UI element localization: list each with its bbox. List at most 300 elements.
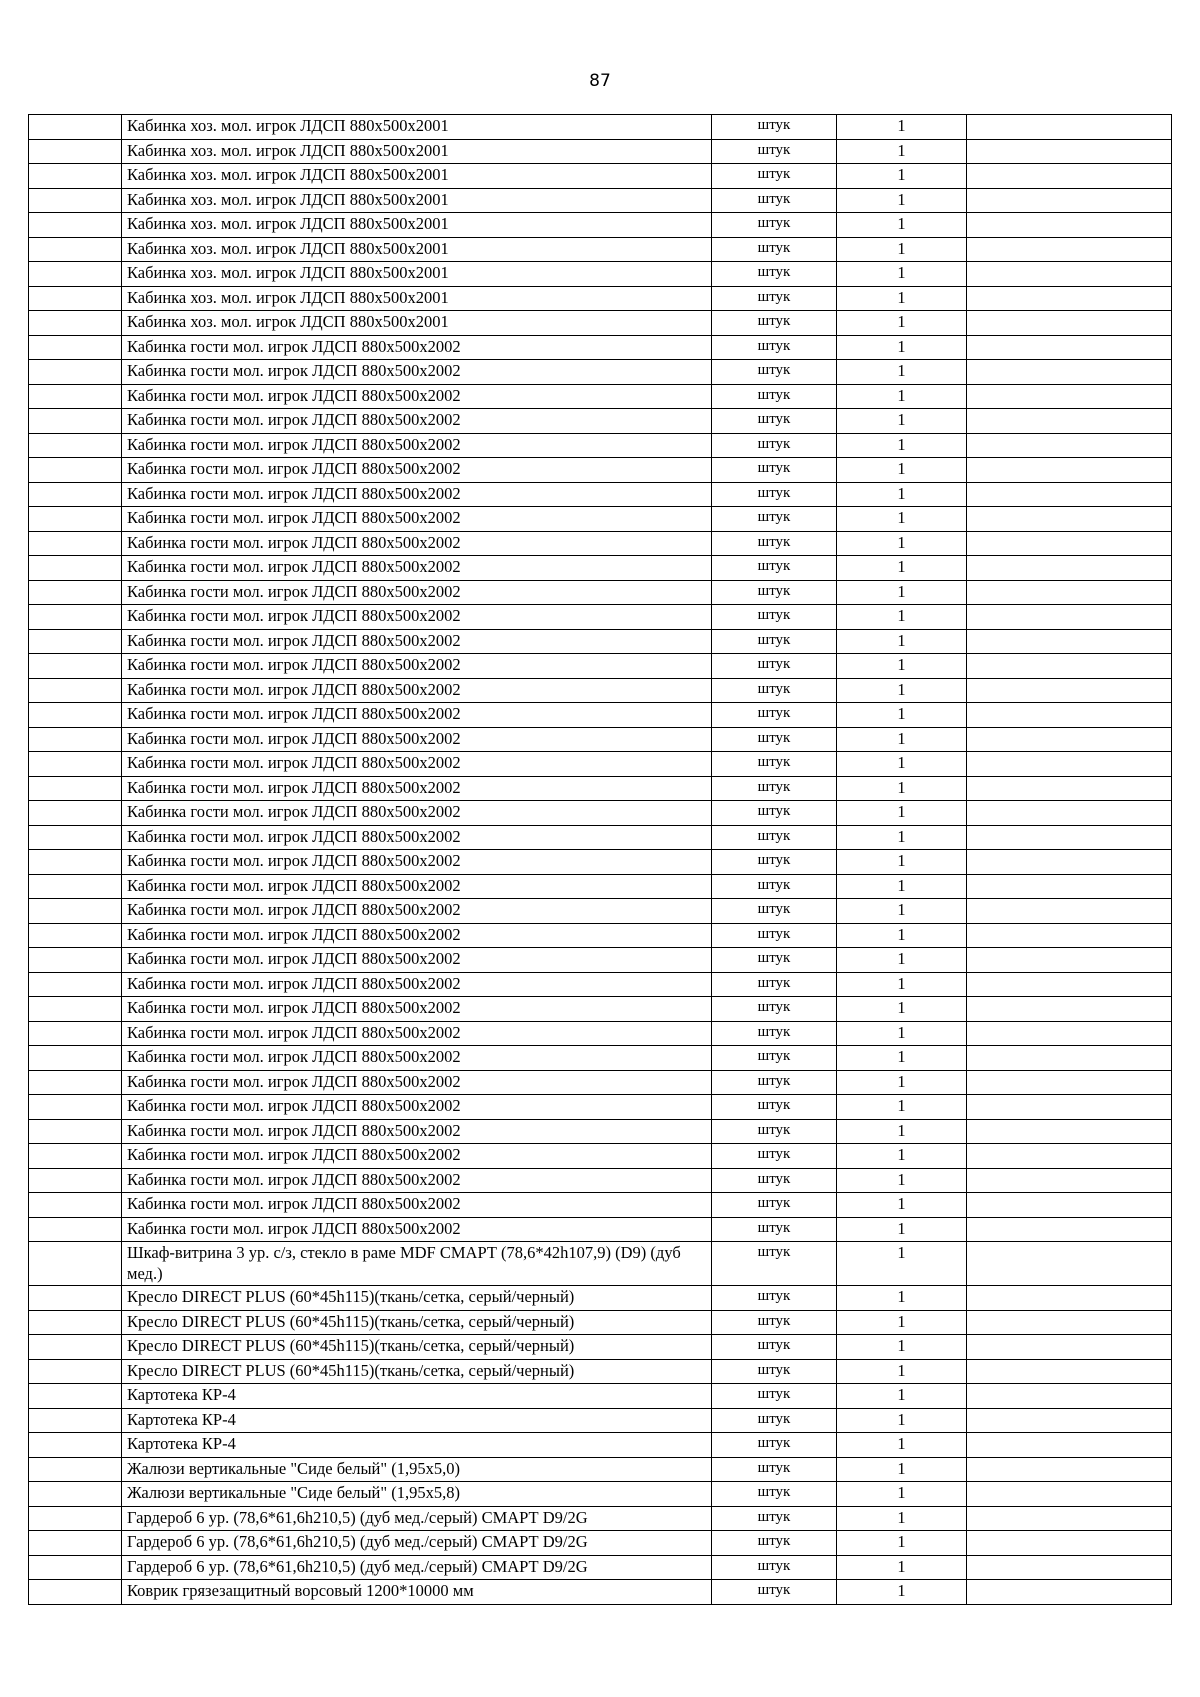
- unit-cell: штук: [712, 1217, 837, 1242]
- unit-cell: штук: [712, 1095, 837, 1120]
- item-name-cell: Кабинка гости мол. игрок ЛДСП 880х500х2002: [122, 850, 712, 875]
- unit-cell: штук: [712, 213, 837, 238]
- note-cell: [967, 1021, 1172, 1046]
- item-name-cell: Жалюзи вертикальные "Сиде белый" (1,95х5,8): [122, 1482, 712, 1507]
- quantity-cell: 1: [837, 1286, 967, 1311]
- item-name-cell: Кабинка гости мол. игрок ЛДСП 880х500х2002: [122, 972, 712, 997]
- row-number-cell: [29, 1408, 122, 1433]
- note-cell: [967, 1531, 1172, 1556]
- row-number-cell: [29, 629, 122, 654]
- unit-cell: штук: [712, 1531, 837, 1556]
- row-number-cell: [29, 213, 122, 238]
- unit-cell: штук: [712, 1359, 837, 1384]
- quantity-cell: 1: [837, 1310, 967, 1335]
- table-row: [29, 629, 1172, 654]
- table-row: [29, 1119, 1172, 1144]
- unit-cell: штук: [712, 850, 837, 875]
- unit-cell: штук: [712, 335, 837, 360]
- quantity-cell: 1: [837, 237, 967, 262]
- quantity-cell: 1: [837, 115, 967, 140]
- note-cell: [967, 899, 1172, 924]
- table-row: [29, 923, 1172, 948]
- quantity-cell: 1: [837, 531, 967, 556]
- unit-cell: штук: [712, 1286, 837, 1311]
- note-cell: [967, 825, 1172, 850]
- table-row: [29, 262, 1172, 287]
- page-number-text: 87: [589, 71, 611, 91]
- row-number-cell: [29, 899, 122, 924]
- note-cell: [967, 703, 1172, 728]
- item-name-cell: Кабинка гости мол. игрок ЛДСП 880х500х2002: [122, 874, 712, 899]
- quantity-cell: 1: [837, 409, 967, 434]
- quantity-cell: 1: [837, 1242, 967, 1286]
- item-name-cell: Гардероб 6 ур. (78,6*61,6h210,5) (дуб мед./серый) СМАРТ D9/2G: [122, 1555, 712, 1580]
- unit-cell: штук: [712, 188, 837, 213]
- unit-cell: штук: [712, 115, 837, 140]
- quantity-cell: 1: [837, 1531, 967, 1556]
- item-name-cell: Кабинка гости мол. игрок ЛДСП 880х500х2002: [122, 727, 712, 752]
- note-cell: [967, 1580, 1172, 1605]
- note-cell: [967, 1482, 1172, 1507]
- row-number-cell: [29, 409, 122, 434]
- quantity-cell: 1: [837, 703, 967, 728]
- note-cell: [967, 237, 1172, 262]
- table-row: [29, 776, 1172, 801]
- quantity-cell: 1: [837, 850, 967, 875]
- quantity-cell: 1: [837, 1506, 967, 1531]
- row-number-cell: [29, 262, 122, 287]
- unit-cell: штук: [712, 899, 837, 924]
- unit-cell: штук: [712, 311, 837, 336]
- table-row: [29, 678, 1172, 703]
- unit-cell: штук: [712, 703, 837, 728]
- quantity-cell: 1: [837, 678, 967, 703]
- quantity-cell: 1: [837, 1070, 967, 1095]
- row-number-cell: [29, 1482, 122, 1507]
- note-cell: [967, 874, 1172, 899]
- table-row: [29, 458, 1172, 483]
- item-name-cell: Кабинка гости мол. игрок ЛДСП 880х500х2002: [122, 948, 712, 973]
- quantity-cell: 1: [837, 139, 967, 164]
- quantity-cell: 1: [837, 311, 967, 336]
- item-name-cell: Кабинка гости мол. игрок ЛДСП 880х500х2002: [122, 335, 712, 360]
- note-cell: [967, 923, 1172, 948]
- item-name-cell: Кабинка хоз. мол. игрок ЛДСП 880х500х2001: [122, 262, 712, 287]
- item-name-cell: Кабинка гости мол. игрок ЛДСП 880х500х2002: [122, 1193, 712, 1218]
- row-number-cell: [29, 115, 122, 140]
- item-name-cell: Кабинка гости мол. игрок ЛДСП 880х500х2002: [122, 1095, 712, 1120]
- row-number-cell: [29, 948, 122, 973]
- unit-cell: штук: [712, 948, 837, 973]
- row-number-cell: [29, 1193, 122, 1218]
- note-cell: [967, 433, 1172, 458]
- quantity-cell: 1: [837, 1359, 967, 1384]
- unit-cell: штук: [712, 507, 837, 532]
- note-cell: [967, 556, 1172, 581]
- note-cell: [967, 972, 1172, 997]
- item-name-cell: Кабинка хоз. мол. игрок ЛДСП 880х500х2001: [122, 188, 712, 213]
- table-row: [29, 507, 1172, 532]
- row-number-cell: [29, 1286, 122, 1311]
- item-name-cell: Кабинка хоз. мол. игрок ЛДСП 880х500х2001: [122, 115, 712, 140]
- table-row: [29, 384, 1172, 409]
- unit-cell: штук: [712, 825, 837, 850]
- note-cell: [967, 213, 1172, 238]
- table-row: [29, 286, 1172, 311]
- row-number-cell: [29, 139, 122, 164]
- unit-cell: штук: [712, 874, 837, 899]
- quantity-cell: 1: [837, 335, 967, 360]
- unit-cell: штук: [712, 752, 837, 777]
- table-row: [29, 1286, 1172, 1311]
- row-number-cell: [29, 654, 122, 679]
- note-cell: [967, 335, 1172, 360]
- row-number-cell: [29, 1384, 122, 1409]
- note-cell: [967, 1144, 1172, 1169]
- note-cell: [967, 1168, 1172, 1193]
- table-row: [29, 139, 1172, 164]
- table-row: [29, 727, 1172, 752]
- unit-cell: штук: [712, 1555, 837, 1580]
- item-name-cell: Кабинка гости мол. игрок ЛДСП 880х500х2002: [122, 825, 712, 850]
- unit-cell: штук: [712, 727, 837, 752]
- row-number-cell: [29, 1021, 122, 1046]
- quantity-cell: 1: [837, 948, 967, 973]
- unit-cell: штук: [712, 139, 837, 164]
- table-row: [29, 531, 1172, 556]
- quantity-cell: 1: [837, 1168, 967, 1193]
- table-row: [29, 654, 1172, 679]
- row-number-cell: [29, 1119, 122, 1144]
- note-cell: [967, 801, 1172, 826]
- item-name-cell: Кабинка гости мол. игрок ЛДСП 880х500х2002: [122, 654, 712, 679]
- item-name-cell: Шкаф-витрина 3 ур. с/з, стекло в раме MDF СМАРТ (78,6*42h107,9) (D9) (дуб мед.): [122, 1242, 712, 1286]
- table-row: [29, 1310, 1172, 1335]
- row-number-cell: [29, 1046, 122, 1071]
- item-name-cell: Кабинка гости мол. игрок ЛДСП 880х500х2002: [122, 629, 712, 654]
- note-cell: [967, 654, 1172, 679]
- note-cell: [967, 1242, 1172, 1286]
- unit-cell: штук: [712, 384, 837, 409]
- quantity-cell: 1: [837, 972, 967, 997]
- unit-cell: штук: [712, 997, 837, 1022]
- quantity-cell: 1: [837, 1095, 967, 1120]
- quantity-cell: 1: [837, 923, 967, 948]
- item-name-cell: Кабинка гости мол. игрок ЛДСП 880х500х2002: [122, 1046, 712, 1071]
- table-row: [29, 433, 1172, 458]
- unit-cell: штук: [712, 409, 837, 434]
- table-row: [29, 580, 1172, 605]
- quantity-cell: 1: [837, 188, 967, 213]
- unit-cell: штук: [712, 1242, 837, 1286]
- table-row: [29, 997, 1172, 1022]
- note-cell: [967, 1217, 1172, 1242]
- note-cell: [967, 1335, 1172, 1360]
- note-cell: [967, 311, 1172, 336]
- row-number-cell: [29, 605, 122, 630]
- table-row: [29, 335, 1172, 360]
- row-number-cell: [29, 580, 122, 605]
- note-cell: [967, 629, 1172, 654]
- quantity-cell: 1: [837, 1144, 967, 1169]
- table-row: [29, 1095, 1172, 1120]
- item-name-cell: Кабинка гости мол. игрок ЛДСП 880х500х2002: [122, 678, 712, 703]
- unit-cell: штук: [712, 556, 837, 581]
- note-cell: [967, 605, 1172, 630]
- note-cell: [967, 1286, 1172, 1311]
- item-name-cell: Картотека КР-4: [122, 1384, 712, 1409]
- unit-cell: штук: [712, 1384, 837, 1409]
- note-cell: [967, 850, 1172, 875]
- unit-cell: штук: [712, 1482, 837, 1507]
- row-number-cell: [29, 482, 122, 507]
- quantity-cell: 1: [837, 507, 967, 532]
- row-number-cell: [29, 1531, 122, 1556]
- row-number-cell: [29, 1168, 122, 1193]
- item-name-cell: Кабинка гости мол. игрок ЛДСП 880х500х2002: [122, 409, 712, 434]
- quantity-cell: 1: [837, 580, 967, 605]
- quantity-cell: 1: [837, 262, 967, 287]
- unit-cell: штук: [712, 1408, 837, 1433]
- item-name-cell: Кабинка хоз. мол. игрок ЛДСП 880х500х2001: [122, 213, 712, 238]
- unit-cell: штук: [712, 1335, 837, 1360]
- note-cell: [967, 1310, 1172, 1335]
- row-number-cell: [29, 1457, 122, 1482]
- unit-cell: штук: [712, 629, 837, 654]
- row-number-cell: [29, 874, 122, 899]
- table-row: [29, 115, 1172, 140]
- table-row: [29, 1506, 1172, 1531]
- note-cell: [967, 1359, 1172, 1384]
- note-cell: [967, 678, 1172, 703]
- unit-cell: штук: [712, 286, 837, 311]
- quantity-cell: 1: [837, 1555, 967, 1580]
- table-row: [29, 801, 1172, 826]
- note-cell: [967, 458, 1172, 483]
- note-cell: [967, 948, 1172, 973]
- unit-cell: штук: [712, 1070, 837, 1095]
- item-name-cell: Кабинка гости мол. игрок ЛДСП 880х500х2002: [122, 507, 712, 532]
- quantity-cell: 1: [837, 482, 967, 507]
- item-name-cell: Кабинка гости мол. игрок ЛДСП 880х500х2002: [122, 1168, 712, 1193]
- item-name-cell: Кабинка хоз. мол. игрок ЛДСП 880х500х2001: [122, 311, 712, 336]
- unit-cell: штук: [712, 801, 837, 826]
- quantity-cell: 1: [837, 1217, 967, 1242]
- quantity-cell: 1: [837, 458, 967, 483]
- row-number-cell: [29, 188, 122, 213]
- unit-cell: штук: [712, 262, 837, 287]
- quantity-cell: 1: [837, 801, 967, 826]
- table-row: [29, 752, 1172, 777]
- row-number-cell: [29, 433, 122, 458]
- unit-cell: штук: [712, 1506, 837, 1531]
- table-row: [29, 1433, 1172, 1458]
- item-name-cell: Гардероб 6 ур. (78,6*61,6h210,5) (дуб мед./серый) СМАРТ D9/2G: [122, 1531, 712, 1556]
- note-cell: [967, 1384, 1172, 1409]
- unit-cell: штук: [712, 1433, 837, 1458]
- item-name-cell: Картотека КР-4: [122, 1408, 712, 1433]
- item-name-cell: Кабинка гости мол. игрок ЛДСП 880х500х2002: [122, 458, 712, 483]
- note-cell: [967, 262, 1172, 287]
- table-row: [29, 164, 1172, 189]
- quantity-cell: 1: [837, 605, 967, 630]
- item-name-cell: Кабинка гости мол. игрок ЛДСП 880х500х2002: [122, 556, 712, 581]
- quantity-cell: 1: [837, 825, 967, 850]
- quantity-cell: 1: [837, 1433, 967, 1458]
- unit-cell: штук: [712, 1310, 837, 1335]
- table-row: [29, 311, 1172, 336]
- quantity-cell: 1: [837, 997, 967, 1022]
- item-name-cell: Кабинка хоз. мол. игрок ЛДСП 880х500х2001: [122, 286, 712, 311]
- row-number-cell: [29, 286, 122, 311]
- quantity-cell: 1: [837, 1408, 967, 1433]
- quantity-cell: 1: [837, 727, 967, 752]
- row-number-cell: [29, 850, 122, 875]
- row-number-cell: [29, 1217, 122, 1242]
- row-number-cell: [29, 556, 122, 581]
- table-row: [29, 1457, 1172, 1482]
- row-number-cell: [29, 1144, 122, 1169]
- item-name-cell: Кабинка гости мол. игрок ЛДСП 880х500х2002: [122, 776, 712, 801]
- item-name-cell: Кабинка гости мол. игрок ЛДСП 880х500х2002: [122, 531, 712, 556]
- note-cell: [967, 507, 1172, 532]
- row-number-cell: [29, 1433, 122, 1458]
- row-number-cell: [29, 1555, 122, 1580]
- quantity-cell: 1: [837, 213, 967, 238]
- note-cell: [967, 727, 1172, 752]
- inventory-table-body: [29, 115, 1172, 1605]
- item-name-cell: Кабинка гости мол. игрок ЛДСП 880х500х2002: [122, 1217, 712, 1242]
- row-number-cell: [29, 997, 122, 1022]
- note-cell: [967, 1119, 1172, 1144]
- table-row: [29, 1242, 1172, 1286]
- row-number-cell: [29, 1580, 122, 1605]
- table-row: [29, 1359, 1172, 1384]
- table-row: [29, 213, 1172, 238]
- unit-cell: штук: [712, 654, 837, 679]
- item-name-cell: Кабинка гости мол. игрок ЛДСП 880х500х2002: [122, 605, 712, 630]
- note-cell: [967, 188, 1172, 213]
- item-name-cell: Кресло DIRECT PLUS (60*45h115)(ткань/сетка, серый/черный): [122, 1335, 712, 1360]
- row-number-cell: [29, 311, 122, 336]
- quantity-cell: 1: [837, 286, 967, 311]
- quantity-cell: 1: [837, 874, 967, 899]
- quantity-cell: 1: [837, 1046, 967, 1071]
- quantity-cell: 1: [837, 384, 967, 409]
- table-row: [29, 1580, 1172, 1605]
- item-name-cell: Гардероб 6 ур. (78,6*61,6h210,5) (дуб мед./серый) СМАРТ D9/2G: [122, 1506, 712, 1531]
- note-cell: [967, 384, 1172, 409]
- item-name-cell: Кабинка гости мол. игрок ЛДСП 880х500х2002: [122, 482, 712, 507]
- row-number-cell: [29, 164, 122, 189]
- note-cell: [967, 139, 1172, 164]
- note-cell: [967, 1408, 1172, 1433]
- table-row: [29, 1217, 1172, 1242]
- note-cell: [967, 531, 1172, 556]
- unit-cell: штук: [712, 458, 837, 483]
- note-cell: [967, 409, 1172, 434]
- row-number-cell: [29, 1070, 122, 1095]
- note-cell: [967, 1046, 1172, 1071]
- row-number-cell: [29, 237, 122, 262]
- unit-cell: штук: [712, 923, 837, 948]
- note-cell: [967, 482, 1172, 507]
- row-number-cell: [29, 1506, 122, 1531]
- note-cell: [967, 1433, 1172, 1458]
- note-cell: [967, 580, 1172, 605]
- quantity-cell: 1: [837, 164, 967, 189]
- row-number-cell: [29, 972, 122, 997]
- item-name-cell: Кресло DIRECT PLUS (60*45h115)(ткань/сетка, серый/черный): [122, 1310, 712, 1335]
- table-row: [29, 948, 1172, 973]
- table-row: [29, 1335, 1172, 1360]
- row-number-cell: [29, 384, 122, 409]
- row-number-cell: [29, 1335, 122, 1360]
- inventory-table: [28, 114, 1172, 1605]
- note-cell: [967, 1070, 1172, 1095]
- item-name-cell: Коврик грязезащитный ворсовый 1200*10000 мм: [122, 1580, 712, 1605]
- row-number-cell: [29, 335, 122, 360]
- item-name-cell: Кабинка гости мол. игрок ЛДСП 880х500х2002: [122, 433, 712, 458]
- quantity-cell: 1: [837, 1021, 967, 1046]
- item-name-cell: Кабинка гости мол. игрок ЛДСП 880х500х2002: [122, 360, 712, 385]
- unit-cell: штук: [712, 164, 837, 189]
- table-row: [29, 1482, 1172, 1507]
- table-row: [29, 825, 1172, 850]
- note-cell: [967, 1095, 1172, 1120]
- table-row: [29, 482, 1172, 507]
- unit-cell: штук: [712, 1193, 837, 1218]
- note-cell: [967, 752, 1172, 777]
- row-number-cell: [29, 727, 122, 752]
- row-number-cell: [29, 776, 122, 801]
- table-row: [29, 850, 1172, 875]
- row-number-cell: [29, 678, 122, 703]
- quantity-cell: 1: [837, 1119, 967, 1144]
- item-name-cell: Кабинка гости мол. игрок ЛДСП 880х500х2002: [122, 899, 712, 924]
- unit-cell: штук: [712, 1021, 837, 1046]
- item-name-cell: Кабинка гости мол. игрок ЛДСП 880х500х2002: [122, 923, 712, 948]
- table-row: [29, 899, 1172, 924]
- unit-cell: штук: [712, 1168, 837, 1193]
- table-row: [29, 605, 1172, 630]
- unit-cell: штук: [712, 678, 837, 703]
- unit-cell: штук: [712, 776, 837, 801]
- unit-cell: штук: [712, 1119, 837, 1144]
- unit-cell: штук: [712, 1580, 837, 1605]
- unit-cell: штук: [712, 1144, 837, 1169]
- table-row: [29, 1408, 1172, 1433]
- quantity-cell: 1: [837, 752, 967, 777]
- table-row: [29, 1070, 1172, 1095]
- item-name-cell: Кабинка гости мол. игрок ЛДСП 880х500х2002: [122, 384, 712, 409]
- item-name-cell: Кабинка гости мол. игрок ЛДСП 880х500х2002: [122, 1070, 712, 1095]
- quantity-cell: 1: [837, 1193, 967, 1218]
- quantity-cell: 1: [837, 433, 967, 458]
- unit-cell: штук: [712, 482, 837, 507]
- note-cell: [967, 1193, 1172, 1218]
- item-name-cell: Жалюзи вертикальные "Сиде белый" (1,95х5,0): [122, 1457, 712, 1482]
- item-name-cell: Картотека КР-4: [122, 1433, 712, 1458]
- note-cell: [967, 360, 1172, 385]
- item-name-cell: Кабинка гости мол. игрок ЛДСП 880х500х2002: [122, 703, 712, 728]
- note-cell: [967, 997, 1172, 1022]
- item-name-cell: Кабинка хоз. мол. игрок ЛДСП 880х500х2001: [122, 237, 712, 262]
- quantity-cell: 1: [837, 776, 967, 801]
- row-number-cell: [29, 1242, 122, 1286]
- unit-cell: штук: [712, 360, 837, 385]
- item-name-cell: Кабинка гости мол. игрок ЛДСП 880х500х2002: [122, 580, 712, 605]
